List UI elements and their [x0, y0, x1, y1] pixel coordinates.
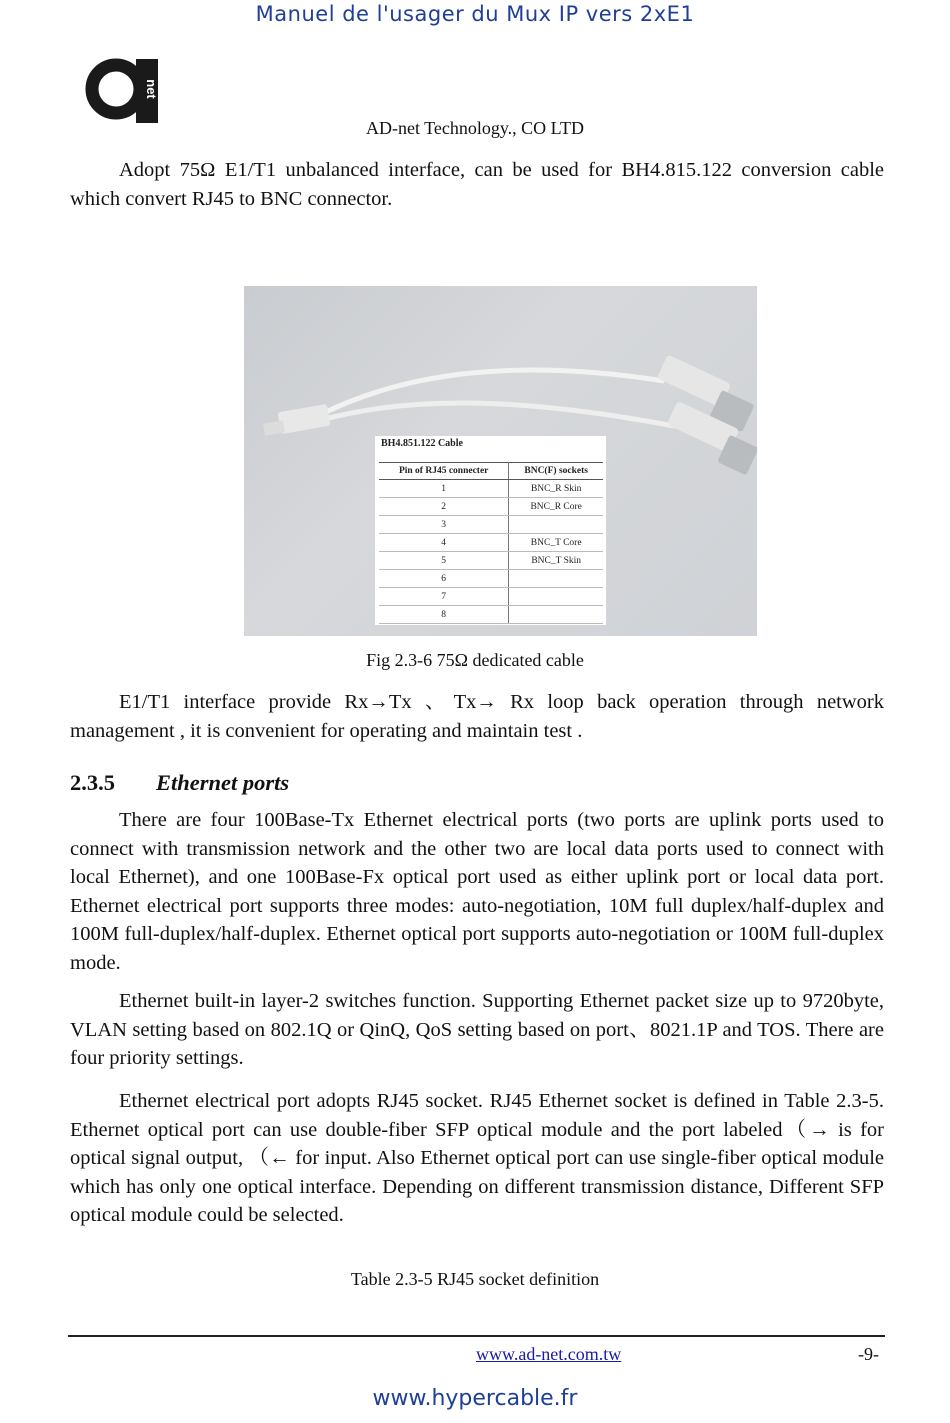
page-number: -9-: [858, 1344, 879, 1364]
footer-website-link[interactable]: www.ad-net.com.tw: [476, 1344, 622, 1364]
watermark-website: www.hypercable.fr: [372, 1386, 578, 1411]
pin-cell: 7: [379, 588, 509, 606]
paragraph-layer2-switch: Ethernet built-in layer-2 switches function. Supporting Ethernet packet size up to 9720byte, VLAN setting based on 802.1Q or QinQ, QoS setting based on port、8021.1P and TOS. There are four priority settings.: [70, 990, 884, 1069]
table-row: [379, 498, 603, 516]
socket-cell: BNC_T Core: [509, 534, 603, 552]
table-row: [379, 552, 603, 570]
pin-cell: 8: [379, 606, 509, 624]
socket-cell: [509, 606, 603, 624]
paragraph-loopback: E1/T1 interface provide Rx→Tx 、Tx→ Rx loop back operation through network management , it is convenient for operating and maintain test .: [70, 691, 884, 742]
pin-cell: 6: [379, 570, 509, 588]
pin-cell: 5: [379, 552, 509, 570]
paragraph-rj45-socket: Ethernet electrical port adopts RJ45 socket. RJ45 Ethernet socket is defined in Table 2.3-5. Ethernet optical port can use double-fiber SFP optical module and the port labeled（→ is for optical signal output, （← for input. Also Ethernet optical port can use single-fiber optical module which has only one optical interface. Depending on different transmission distance, Different SFP optical module could be selected.: [70, 1090, 884, 1226]
pin-cell: 4: [379, 534, 509, 552]
section-number: 2.3.5: [70, 770, 115, 795]
socket-cell: [509, 570, 603, 588]
socket-cell: [509, 588, 603, 606]
document-banner-title: Manuel de l'usager du Mux IP vers 2xE1: [255, 2, 695, 26]
socket-cell: BNC_R Core: [509, 498, 603, 516]
company-name: AD-net Technology., CO LTD: [365, 118, 585, 138]
pinout-table: [375, 436, 606, 625]
paragraph-bnc-interface: Adopt 75Ω E1/T1 unbalanced interface, can be used for BH4.815.122 conversion cable which convert RJ45 to BNC connector.: [70, 159, 884, 210]
cable-photo: [244, 286, 757, 636]
table-row: [379, 606, 603, 624]
table-caption: Table 2.3-5 RJ45 socket definition: [350, 1269, 600, 1289]
paragraph-ethernet-ports: There are four 100Base-Tx Ethernet electrical ports (two ports are uplink ports used to connect with transmission network and the other two are local data ports used to connect with local Ethernet), and one 100Base-Fx optical port used as either uplink port or local data port. Ethernet electrical port supports three modes: auto-negotiation, 10M full duplex/half-duplex and 100M full-duplex/half-duplex. Ethernet optical port supports auto-negotiation or 100M full-duplex mode.: [70, 809, 884, 974]
pin-cell: 1: [379, 480, 509, 498]
footer-divider: [68, 1335, 885, 1337]
section-title: Ethernet ports: [156, 770, 290, 795]
pin-cell: 3: [379, 516, 509, 534]
socket-cell: [509, 516, 603, 534]
socket-cell: BNC_T Skin: [509, 552, 603, 570]
table-row: [379, 480, 603, 498]
column-header: Pin of RJ45 connecter: [379, 463, 509, 480]
table-row: [379, 534, 603, 552]
table-row: [379, 588, 603, 606]
pinout-grid: [379, 462, 603, 624]
socket-cell: BNC_R Skin: [509, 480, 603, 498]
figure-caption: Fig 2.3-6 75Ω dedicated cable: [366, 650, 584, 670]
pinout-table-title: BH4.851.122 Cable: [381, 438, 463, 449]
company-logo: [84, 55, 164, 127]
logo-text: net: [144, 79, 159, 99]
section-heading: [70, 770, 289, 796]
table-row: [379, 570, 603, 588]
pin-cell: 2: [379, 498, 509, 516]
column-header: BNC(F) sockets: [509, 463, 603, 480]
table-row: [379, 516, 603, 534]
